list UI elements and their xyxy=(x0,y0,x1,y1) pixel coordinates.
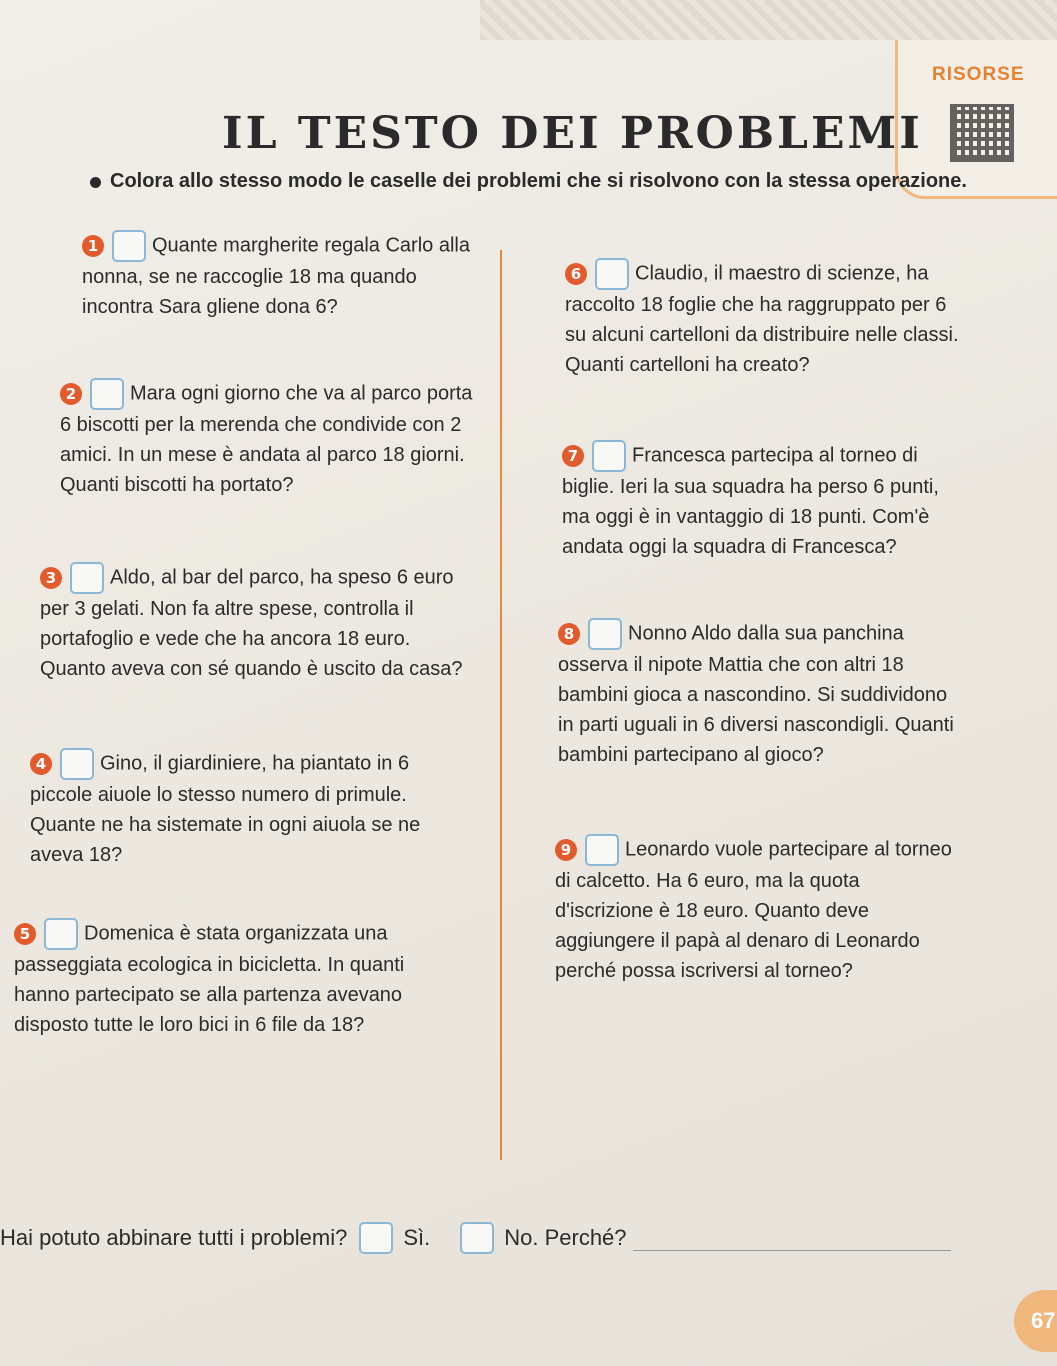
no-label: No. Perché? xyxy=(504,1225,627,1250)
problem-text: Quante margherite regala Carlo alla nonna, se ne raccoglie 18 ma quando incontra Sara gliene dona 6? xyxy=(82,234,470,318)
problem-3 xyxy=(40,562,480,684)
problem-number: 3 xyxy=(40,567,62,589)
problem-text: Nonno Aldo dalla sua panchina osserva il nipote Mattia che con altri 18 bambini gioca a nascondino. Si suddividono in parti uguali in 6 diversi nascondigli. Quanti bambini partecipano al gioco? xyxy=(558,622,954,766)
final-question-text: Hai potuto abbinare tutti i problemi? xyxy=(0,1225,348,1250)
problem-text: Mara ogni giorno che va al parco porta 6 biscotti per la merenda che condivide con 2 amici. In un mese è andata al parco 18 giorni. Quanti biscotti ha portato? xyxy=(60,382,473,496)
problem-number: 1 xyxy=(82,235,104,257)
problem-number: 4 xyxy=(30,753,52,775)
answer-checkbox[interactable] xyxy=(585,834,619,866)
problem-number: 9 xyxy=(555,839,577,861)
problem-4 xyxy=(30,748,470,870)
problem-number: 2 xyxy=(60,383,82,405)
problem-text: Leonardo vuole partecipare al torneo di calcetto. Ha 6 euro, ma la quota d'iscrizione è 18 euro. Quanto deve aggiungere il papà al denaro di Leonardo perché possa iscriversi al torneo? xyxy=(555,838,952,982)
page-number-tab xyxy=(1014,1290,1057,1352)
answer-checkbox[interactable] xyxy=(44,918,78,950)
problem-number: 5 xyxy=(14,923,36,945)
problem-number: 8 xyxy=(558,623,580,645)
problem-2 xyxy=(60,378,480,500)
problem-number: 7 xyxy=(562,445,584,467)
problem-text: Aldo, al bar del parco, ha speso 6 euro per 3 gelati. Non fa altre spese, controlla il portafoglio e vede che ha ancora 18 euro. Quanto aveva con sé quando è uscito da casa? xyxy=(40,566,463,680)
answer-checkbox[interactable] xyxy=(112,230,146,262)
problem-8 xyxy=(558,618,962,770)
answer-checkbox[interactable] xyxy=(90,378,124,410)
yes-label: Sì. xyxy=(403,1225,431,1250)
problem-7 xyxy=(562,440,962,562)
problem-5 xyxy=(14,918,464,1040)
problem-text: Domenica è stata organizzata una passeggiata ecologica in bicicletta. In quanti hanno partecipato se alla partenza avevano disposto tutte le loro bici in 6 file da 18? xyxy=(14,922,405,1036)
no-checkbox[interactable] xyxy=(460,1222,494,1254)
answer-checkbox[interactable] xyxy=(70,562,104,594)
answer-checkbox[interactable] xyxy=(588,618,622,650)
problem-1 xyxy=(82,230,472,322)
answer-line[interactable] xyxy=(633,1226,951,1251)
problem-text: Francesca partecipa al torneo di biglie. Ieri la sua squadra ha perso 6 punti, ma oggi è in vantaggio di 18 punti. Com'è andata oggi la squadra di Francesca? xyxy=(562,444,939,558)
problem-9 xyxy=(555,834,955,986)
problem-number: 6 xyxy=(565,263,587,285)
instruction-text: Colora allo stesso modo le caselle dei problemi che si risolvono con la stessa operazione. xyxy=(110,170,967,192)
problem-text: Gino, il giardiniere, ha piantato in 6 piccole aiuole lo stesso numero di primule. Quante ne ha sistemate in ogni aiuola se ne aveva 18? xyxy=(30,752,421,866)
answer-checkbox[interactable] xyxy=(595,258,629,290)
page-title: IL TESTO DEI PROBLEMI xyxy=(222,108,923,159)
decorative-top-border xyxy=(480,0,1057,40)
final-question xyxy=(0,1222,951,1254)
page-number: 67 xyxy=(1031,1308,1056,1333)
problem-6 xyxy=(565,258,965,380)
problem-text: Claudio, il maestro di scienze, ha raccolto 18 foglie che ha raggruppato per 6 su alcuni cartelloni da distribuire nelle classi. Quanti cartelloni ha creato? xyxy=(565,262,959,376)
resources-label: RISORSE xyxy=(932,64,1025,85)
column-divider xyxy=(500,250,502,1160)
qr-code-icon[interactable] xyxy=(950,104,1014,162)
answer-checkbox[interactable] xyxy=(592,440,626,472)
bullet-icon xyxy=(90,177,101,188)
answer-checkbox[interactable] xyxy=(60,748,94,780)
yes-checkbox[interactable] xyxy=(359,1222,393,1254)
